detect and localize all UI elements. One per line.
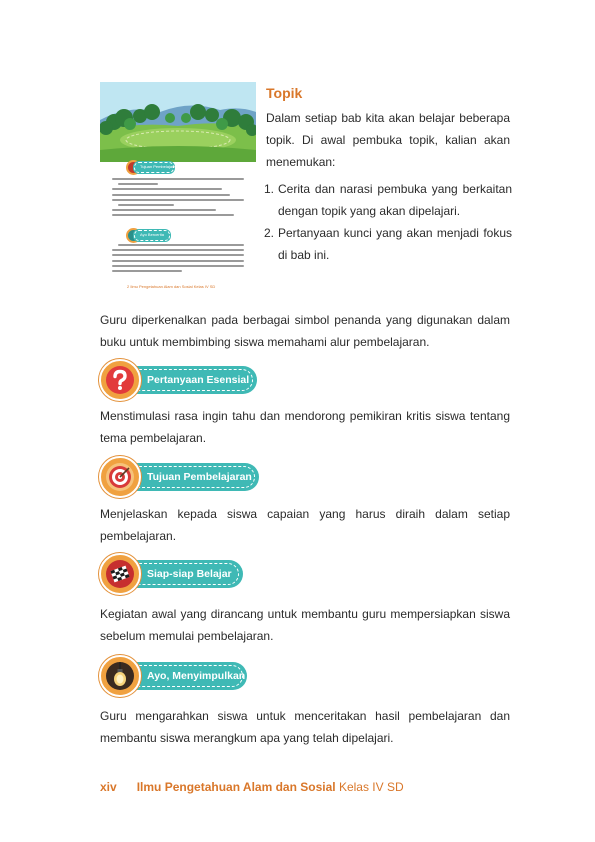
badge-circle: [99, 655, 141, 697]
thumbnail-badge-label: Ayo Bercerita: [140, 232, 164, 237]
list-item: [264, 222, 512, 266]
page-number: xiv: [100, 780, 117, 794]
light-bulb-icon: [106, 662, 134, 690]
symbol-description: Menjelaskan kepada siswa capaian yang harus diraih dalam setiap pembelajaran.: [100, 507, 510, 543]
section-title: Topik: [266, 85, 303, 101]
target-icon: [106, 463, 134, 491]
symbol-description: Guru mengarahkan siswa untuk menceritakan hasil pembelajaran dan membantu siswa merangkum apa yang telah dipelajari.: [100, 709, 510, 745]
thumbnail-text-lines: [112, 178, 248, 220]
badge-siap-siap-belajar: [99, 553, 245, 597]
book-page-thumbnail: [100, 82, 256, 290]
symbols-intro: Guru diperkenalkan pada berbagai simbol penanda yang digunakan dalam buku untuk membimbing siswa memahami alur pembelajaran.: [100, 313, 510, 349]
badge-ayo-menyimpulkan: [99, 655, 249, 699]
symbol-description: Menstimulasi rasa ingin tahu dan mendorong pemikiran kritis siswa tentang tema pembelajaran.: [100, 409, 510, 445]
badge-tujuan-pembelajaran: [99, 456, 261, 500]
list-text: Pertanyaan kunci yang akan menjadi fokus di bab ini.: [278, 226, 512, 262]
topik-list: [264, 178, 512, 266]
question-mark-icon: [106, 366, 134, 394]
list-number: 2.: [264, 226, 275, 240]
thumbnail-text-lines: [112, 244, 248, 275]
thumbnail-footer: 2 Ilmu Pengetahuan Alam dan Sosial Kelas IV SD: [127, 284, 216, 289]
book-title: Ilmu Pengetahuan Alam dan Sosial: [136, 780, 336, 794]
badge-circle: [99, 359, 141, 401]
thumbnail-badge-label: Tujuan Pembelajaran: [140, 164, 178, 169]
badge-circle: [99, 456, 141, 498]
badge-label: Siap-siap Belajar: [147, 568, 232, 580]
page-footer: [100, 780, 404, 794]
list-number: 1.: [264, 182, 275, 196]
topik-intro: Dalam setiap bab kita akan belajar beberapa topik. Di awal pembuka topik, kalian akan menemukan:: [266, 111, 510, 169]
list-text: Cerita dan narasi pembuka yang berkaitan dengan topik yang akan dipelajari.: [278, 182, 512, 218]
book-grade: Kelas IV SD: [335, 780, 404, 794]
badge-label: Tujuan Pembelajaran: [147, 471, 252, 483]
badge-label: Pertanyaan Esensial: [147, 374, 250, 386]
badge-pertanyaan-esensial: [99, 359, 259, 403]
badge-label: Ayo, Menyimpulkan: [147, 670, 246, 682]
checkered-flag-icon: [106, 560, 134, 588]
landscape-illustration: [100, 82, 256, 162]
symbol-description: Kegiatan awal yang dirancang untuk membantu guru mempersiapkan siswa sebelum memulai pembelajaran.: [100, 607, 510, 643]
badge-circle: [99, 553, 141, 595]
list-item: [264, 178, 512, 222]
